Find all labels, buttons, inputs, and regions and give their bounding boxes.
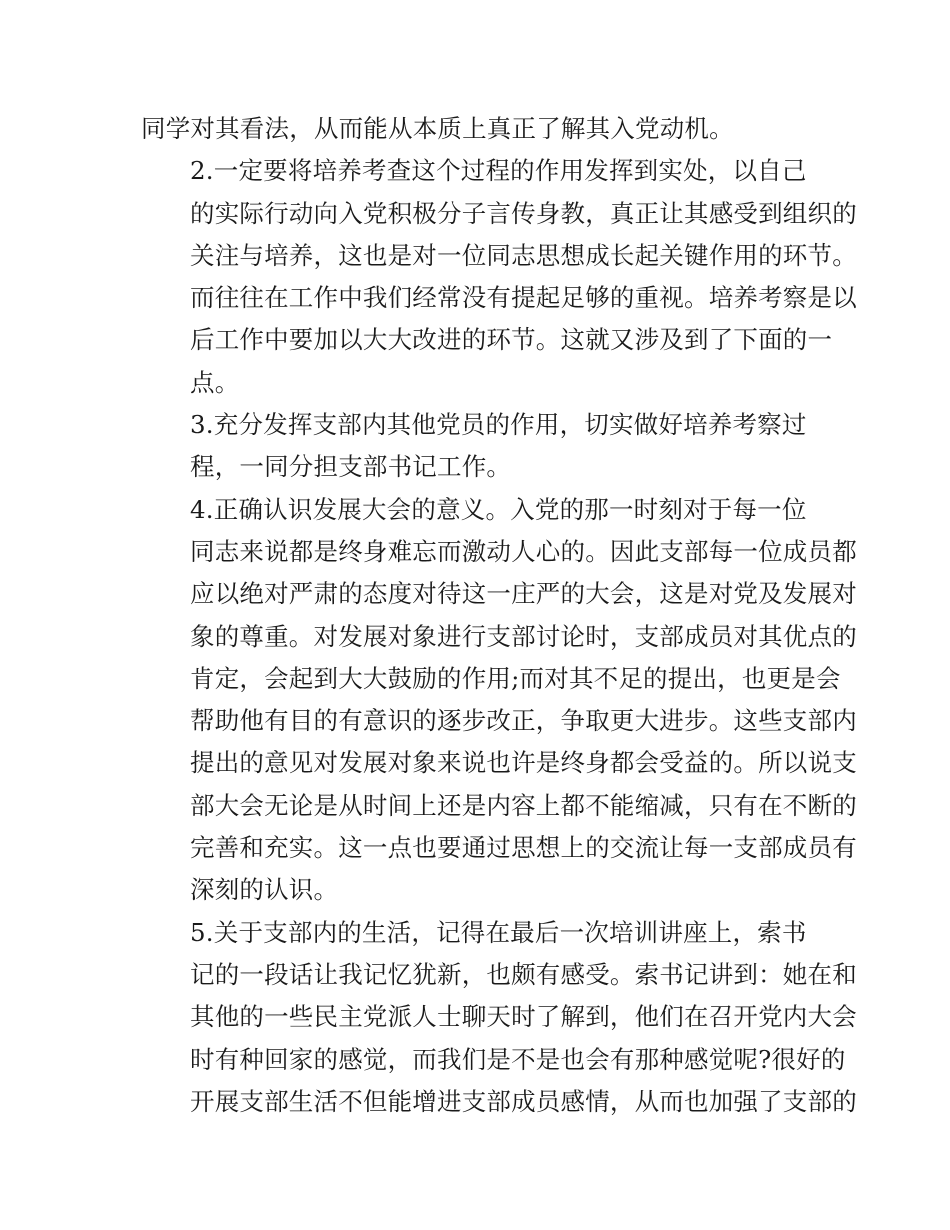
text-line: 的实际行动向入党积极分子言传身教，真正让其感受到组织的 [190,198,857,228]
text-line: 时有种回家的感觉，而我们是不是也会有那种感觉呢?很好的 [190,1044,846,1074]
text-line: 5.关于支部内的生活，记得在最后一次培训讲座上，索书 [190,917,807,947]
text-line: 其他的一些民主党派人士聊天时了解到，他们在召开党内大会 [190,1002,857,1032]
text-line: 点。 [190,367,240,397]
text-line: 部大会无论是从时间上还是内容上都不能缩减，只有在不断的 [190,790,857,820]
text-line: 象的尊重。对发展对象进行支部讨论时，支部成员对其优点的 [190,621,857,651]
text-line: 同志来说都是终身难忘而激动人心的。因此支部每一位成员都 [190,536,857,566]
text-line: 关注与培养，这也是对一位同志思想成长起关键作用的环节。 [190,240,857,270]
paragraph-item-3 [141,404,811,489]
text-line: 应以绝对严肃的态度对待这一庄严的大会，这是对党及发展对 [190,579,857,609]
text-line: 帮助他有目的有意识的逐步改正，争取更大进步。这些支部内 [190,706,857,736]
paragraph-item-4 [141,489,857,912]
text-line: 3.充分发挥支部内其他党员的作用，切实做好培养考察过 [190,410,807,440]
paragraph-item-2 [141,150,857,404]
text-line: 2.一定要将培养考查这个过程的作用发挥到实处，以自己 [190,156,807,186]
text-line: 后工作中要加以大大改进的环节。这就又涉及到了下面的一 [190,325,833,355]
text-line: 程，一同分担支部书记工作。 [190,452,512,482]
text-line: 4.正确认识发展大会的意义。入党的那一时刻对于每一位 [190,494,807,524]
text-line: 同学对其看法，从而能从本质上真正了解其入党动机。 [141,114,734,143]
text-line: 记的一段话让我记忆犹新，也颇有感受。索书记讲到：她在和 [190,959,857,989]
text-line: 深刻的认识。 [190,875,339,905]
text-line: 提出的意见对发展对象来说也许是终身都会受益的。所以说支 [190,748,857,778]
document-body [141,108,857,1123]
text-line: 肯定，会起到大大鼓励的作用;而对其不足的提出，也更是会 [190,663,841,693]
text-line: 完善和充实。这一点也要通过思想上的交流让每一支部成员有 [190,833,857,863]
paragraph-continuation [141,108,811,150]
paragraph-item-5 [141,912,857,1123]
text-line: 而往往在工作中我们经常没有提起足够的重视。培养考察是以 [190,283,857,313]
text-line: 开展支部生活不但能增进支部成员感情，从而也加强了支部的 [190,1086,857,1116]
